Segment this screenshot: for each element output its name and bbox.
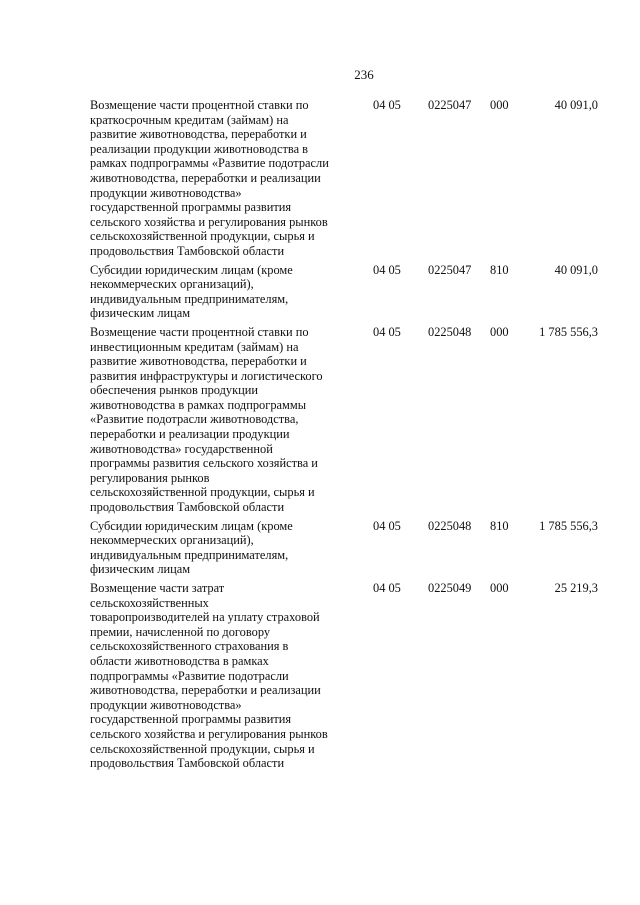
row-section-code: 04 05 [373,98,401,112]
row-description: Возмещение части процентной ставки по краткосрочным кредитам (займам) на развитие животноводства, переработки и реализации продукции животноводства в рамках подпрограммы «Развитие подотрасли животноводства, переработки и реализации продукции животноводства» государственной программы развития сельского хозяйства и регулирования рынков сельскохозяйственной продукции, сырья и продовольствия Тамбовской области [90,98,329,258]
row-target-code: 0225048 [428,324,472,339]
row-amount: 1 785 556,3 [539,518,598,533]
row-section-code: 04 05 [373,518,401,533]
table-row [90,581,598,775]
row-target-code: 0225048 [428,518,472,533]
table-row [90,325,598,519]
row-description: Возмещение части затрат сельскохозяйственных товаропроизводителей на уплату страховой премии, начисленной по договору сельскохозяйственного страхования в области животноводства в рамках подпрограммы «Развитие подотрасли животноводства, переработки и реализации продукции животноводства» государственной программы развития сельского хозяйства и регулирования рынков сельскохозяйственной продукции, сырья и продовольствия Тамбовской области [90,581,328,771]
row-amount: 40 091,0 [554,98,598,112]
row-description: Субсидии юридическим лицам (кроме некоммерческих организаций), индивидуальным предпринимателям, физическим лицам [90,262,293,321]
row-target-code: 0225047 [428,98,472,112]
row-section-code: 04 05 [373,324,401,339]
row-section-code: 04 05 [373,581,401,595]
budget-table [90,98,598,775]
row-expense-type: 810 [490,518,509,533]
row-amount: 25 219,3 [554,581,598,595]
row-description: Возмещение части процентной ставки по инвестиционным кредитам (займам) на развитие животноводства, переработки и развития инфраструктуры и логистического обеспечения рынков продукции животноводства в рамках подпрограммы «Развитие подотрасли животноводства, переработки и реализации продукции животноводства» государственной программы развития сельского хозяйства и регулирования рынков сельскохозяйственной продукции, сырья и продовольствия Тамбовской области [90,324,323,515]
row-expense-type: 810 [490,262,509,277]
table-row [90,519,598,581]
row-section-code: 04 05 [373,262,401,277]
table-row [90,263,598,325]
row-expense-type: 000 [490,324,509,339]
row-amount: 1 785 556,3 [539,324,598,339]
row-amount: 40 091,0 [554,262,598,277]
row-target-code: 0225047 [428,262,472,277]
row-expense-type: 000 [490,581,509,595]
row-description: Субсидии юридическим лицам (кроме некоммерческих организаций), индивидуальным предпринимателям, физическим лицам [90,518,293,577]
table-row [90,98,598,263]
row-target-code: 0225049 [428,581,472,595]
page-number: 236 [354,67,374,82]
row-expense-type: 000 [490,98,509,112]
